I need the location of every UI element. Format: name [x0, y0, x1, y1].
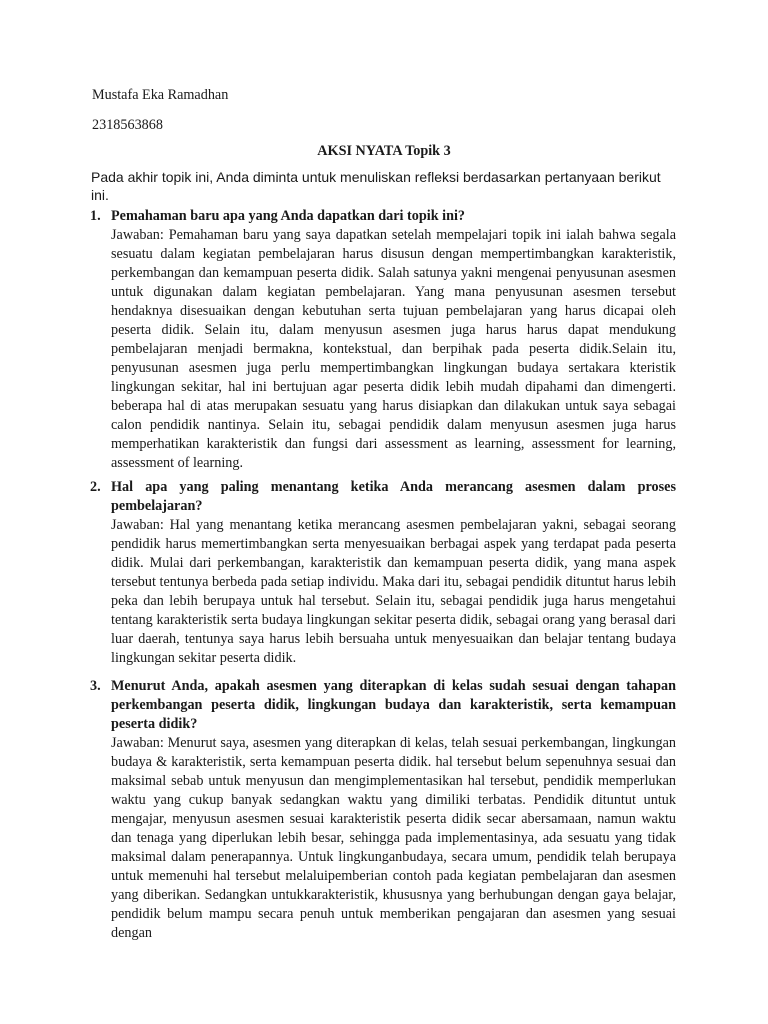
answer-text: Jawaban: Menurut saya, asesmen yang diterapkan di kelas, telah sesuai perkembangan, lingkungan budaya & karakteristik, serta kemampuan peserta didik. hal tersebut belum sepenuhnya sesuai dan maksimal sebab untuk menyusun dan mengimplementasikan hal tersebut, pendidik memperlukan waktu yang cukup banyak sedangkan waktu yang dimiliki terbatas. Pendidik dituntut untuk mengajar, menyusun asesmen sesuai karakteristik peserta didik secar abersamaan, namun waktu dan tenaga yang diperlukan lebih besar, sehingga pada implementasinya, ada sesuatu yang tidak maksimal dalam penerapannya. Untuk lingkunganbudaya, secara umum, pendidik telah berupaya untuk memenuhi hal tersebut melaluipemberian contoh pada kegiatan pembelajaran dan asesmen yang diberikan. Sedangkan untukkarakteristik, khususnya yang berhubungan dengan gaya belajar, pendidik belum mampu secara penuh untuk memberikan pengajaran dan asesmen yang sesuai dengan [111, 735, 676, 941]
page-title: AKSI NYATA Topik 3 [317, 143, 451, 159]
question-number: 3. [90, 678, 101, 694]
intro-text: Pada akhir topik ini, Anda diminta untuk menuliskan refleksi berdasarkan pertanyaan berikut ini. [91, 169, 661, 203]
question-number: 1. [90, 208, 101, 224]
question-text: Pemahaman baru apa yang Anda dapatkan dari topik ini? [111, 208, 465, 224]
question-block-1 [90, 207, 676, 473]
question-block-3 [90, 677, 676, 943]
answer-text: Jawaban: Pemahaman baru yang saya dapatkan setelah mempelajari topik ini ialah bahwa segala sesuatu dalam kegiatan pembelajaran harus disusun dengan mempertimbangkan karakteristik, perkembangan dan kemampuan peserta didik. Salah satunya yakni mengenai penyusunan asesmen untuk digunakan dalam kegiatan pembelajaran. Yang mana penyusunan asesmen tersebut hendaknya disesuaikan dengan kebutuhan serta tujuan pembelajaran yang harus dicapai oleh peserta didik. Selain itu, dalam menyusun asesmen juga harus harus dapat mendukung pembelajaran menjadi bermakna, kontekstual, dan berpihak pada peserta didik.Selain itu, penyusunan asesmen juga perlu mempertimbangkan lingkungan budaya sertakara kteristik lingkungan sekitar, hal ini bertujuan agar peserta didik lebih mudah dipahami dan dimengerti. beberapa hal di atas merupakan sesuatu yang harus disiapkan dan dilakukan untuk saya sebagai calon pendidik nantinya. Selain itu, sebagai pendidik dalam menyusun asesmen juga harus memperhatikan karakteristik dan fungsi dari assessment as learning, assessment for learning, assessment of learning. [111, 227, 676, 471]
answer-text: Jawaban: Hal yang menantang ketika merancang asesmen pembelajaran yakni, sebagai seorang pendidik harus memertimbangkan serta menyesuaikan berbagai aspek yang terdapat pada peserta didik. Mulai dari perkembangan, karakteristik dan kemampuan peserta didik, yang mana aspek tersebut tentunya berbeda pada setiap individu. Maka dari itu, sebagai pendidik dituntut harus lebih peka dan lebih berupaya untuk hal tersebut. Selain itu, sebagai pendidik juga harus mengetahui tentang karakteristik serta budaya lingkungan sekitar peserta didik, sebagai orang yang berasal dari luar daerah, tentunya saya harus lebih bersuaha untuk menyesuaikan dan belajar tentang budaya lingkungan sekitar peserta didik. [111, 517, 676, 666]
author-name: Mustafa Eka Ramadhan [92, 87, 229, 103]
question-text: Hal apa yang paling menantang ketika Anda merancang asesmen dalam proses pembelajaran? [111, 479, 676, 514]
author-id: 2318563868 [92, 117, 163, 133]
question-block-2 [90, 478, 676, 668]
question-number: 2. [90, 479, 101, 495]
question-text: Menurut Anda, apakah asesmen yang diterapkan di kelas sudah sesuai dengan tahapan perkembangan peserta didik, lingkungan budaya dan karakteristik, serta kemampuan peserta didik? [111, 678, 676, 732]
